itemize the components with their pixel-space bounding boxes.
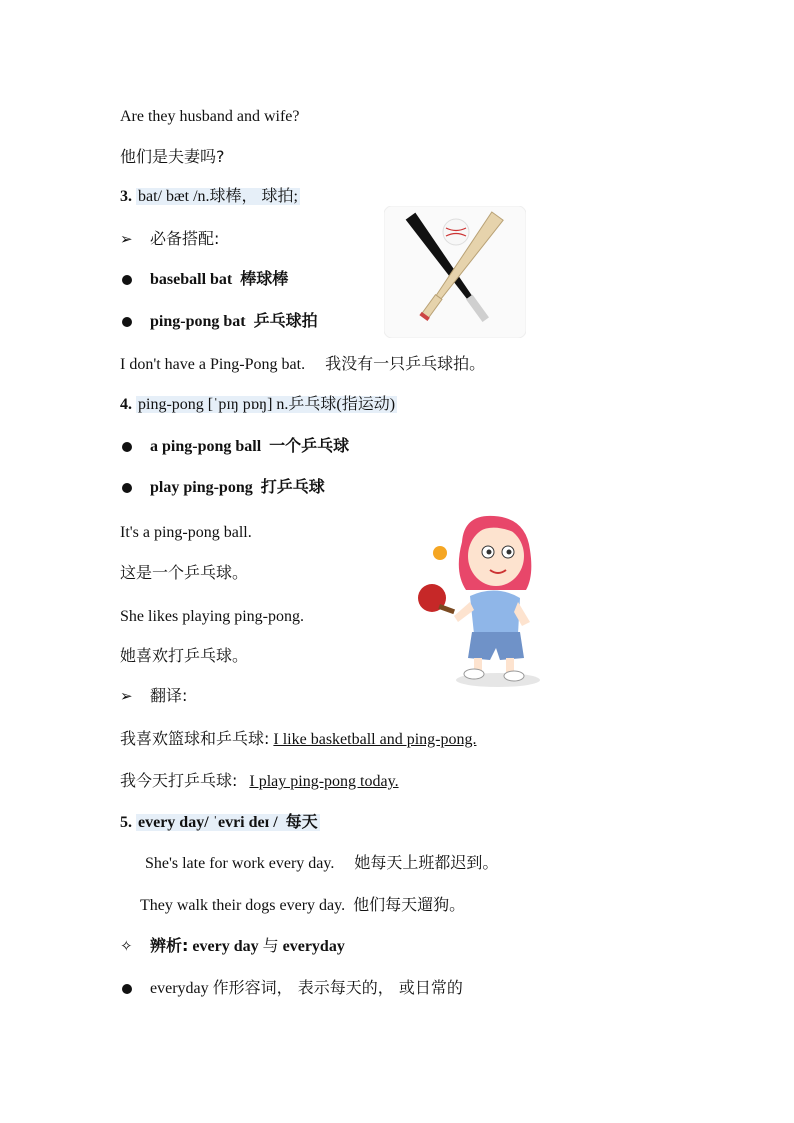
compare-joiner: 与 (262, 936, 279, 955)
arrow-icon: ➢ (120, 687, 133, 705)
item5-example-2 (140, 894, 465, 917)
item3-bullet-1 (150, 268, 288, 291)
bullet-chinese: 棒球棒 (240, 269, 289, 288)
bullet-icon (122, 275, 132, 285)
example-english: She's late for work every day. (145, 855, 335, 872)
item5-bullet (150, 977, 463, 1000)
headword-chinese: 每天 (285, 812, 318, 831)
baseball-bats-image (384, 206, 526, 338)
item5-headword (136, 814, 320, 831)
item4-translation-2 (120, 770, 399, 793)
diamond-star-icon: ✧ (120, 937, 133, 955)
example-chinese: 她每天上班都迟到。 (354, 853, 499, 872)
example-chinese: 他们每天遛狗。 (353, 895, 466, 914)
translation-prompt: 我今天打乒乓球: (120, 771, 238, 790)
bullet-chinese: 作形容词， 表示每天的， 或日常的 (212, 978, 463, 997)
intro-chinese: 他们是夫妻吗? (120, 147, 225, 166)
bullet-icon (122, 483, 132, 493)
bullet-chinese: 乒乓球拍 (253, 311, 318, 330)
intro-english: Are they husband and wife? (120, 108, 300, 125)
bullet-icon (122, 442, 132, 452)
item4-bullet-1 (150, 435, 349, 458)
compare-term-a: every day (192, 938, 259, 955)
item5-example-1 (145, 852, 498, 875)
item3-collocation-label: 必备搭配: (150, 229, 220, 248)
item5-compare (150, 935, 345, 958)
item4-headword: ping-pong [ˈpɪŋ pɒŋ] n.乒乓球(指运动) (138, 396, 396, 413)
bullet-chinese: 打乒乓球 (260, 477, 325, 496)
example-english: They walk their dogs every day. (140, 897, 346, 914)
bullet-icon (122, 317, 132, 327)
item4-translation-1 (120, 728, 476, 751)
translation-prompt: 我喜欢篮球和乒乓球: (120, 729, 270, 748)
item5-number: 5. (120, 814, 132, 831)
item4-heading (120, 394, 397, 416)
item5-heading (120, 811, 320, 834)
compare-term-b: everyday (282, 938, 345, 955)
bullet-english: everyday (150, 980, 209, 997)
example-chinese: 我没有一只乒乓球拍。 (325, 354, 486, 373)
translation-answer: I play ping-pong today. (249, 773, 399, 790)
item4-translate-label: 翻译: (150, 686, 188, 705)
headword-english: every day/ ˈevri deɪ / (138, 814, 278, 831)
item4-example-1-chinese: 这是一个乒乓球。 (120, 563, 249, 582)
item3-headword: bat/ bæt /n.球棒， 球拍; (138, 188, 299, 205)
compare-label: 辨析: (150, 936, 189, 955)
translation-answer: I like basketball and ping-pong. (273, 731, 477, 748)
item4-example-2-english: She likes playing ping-pong. (120, 608, 304, 625)
item3-heading (120, 186, 300, 208)
item3-number: 3. (120, 188, 132, 205)
girl-playing-ping-pong-image (418, 512, 554, 688)
bullet-english: baseball bat (150, 271, 233, 288)
example-english: I don't have a Ping-Pong bat. (120, 356, 306, 373)
arrow-icon: ➢ (120, 230, 133, 248)
item3-bullet-2 (150, 310, 318, 333)
bullet-english: play ping-pong (150, 479, 253, 496)
bullet-english: a ping-pong ball (150, 438, 262, 455)
item4-bullet-2 (150, 476, 325, 499)
item3-example (120, 353, 485, 376)
bullet-chinese: 一个乒乓球 (269, 436, 350, 455)
item4-number: 4. (120, 396, 132, 413)
item4-example-2-chinese: 她喜欢打乒乓球。 (120, 646, 249, 665)
bullet-english: ping-pong bat (150, 313, 246, 330)
item4-example-1-english: It's a ping-pong ball. (120, 524, 252, 541)
bullet-icon (122, 984, 132, 994)
